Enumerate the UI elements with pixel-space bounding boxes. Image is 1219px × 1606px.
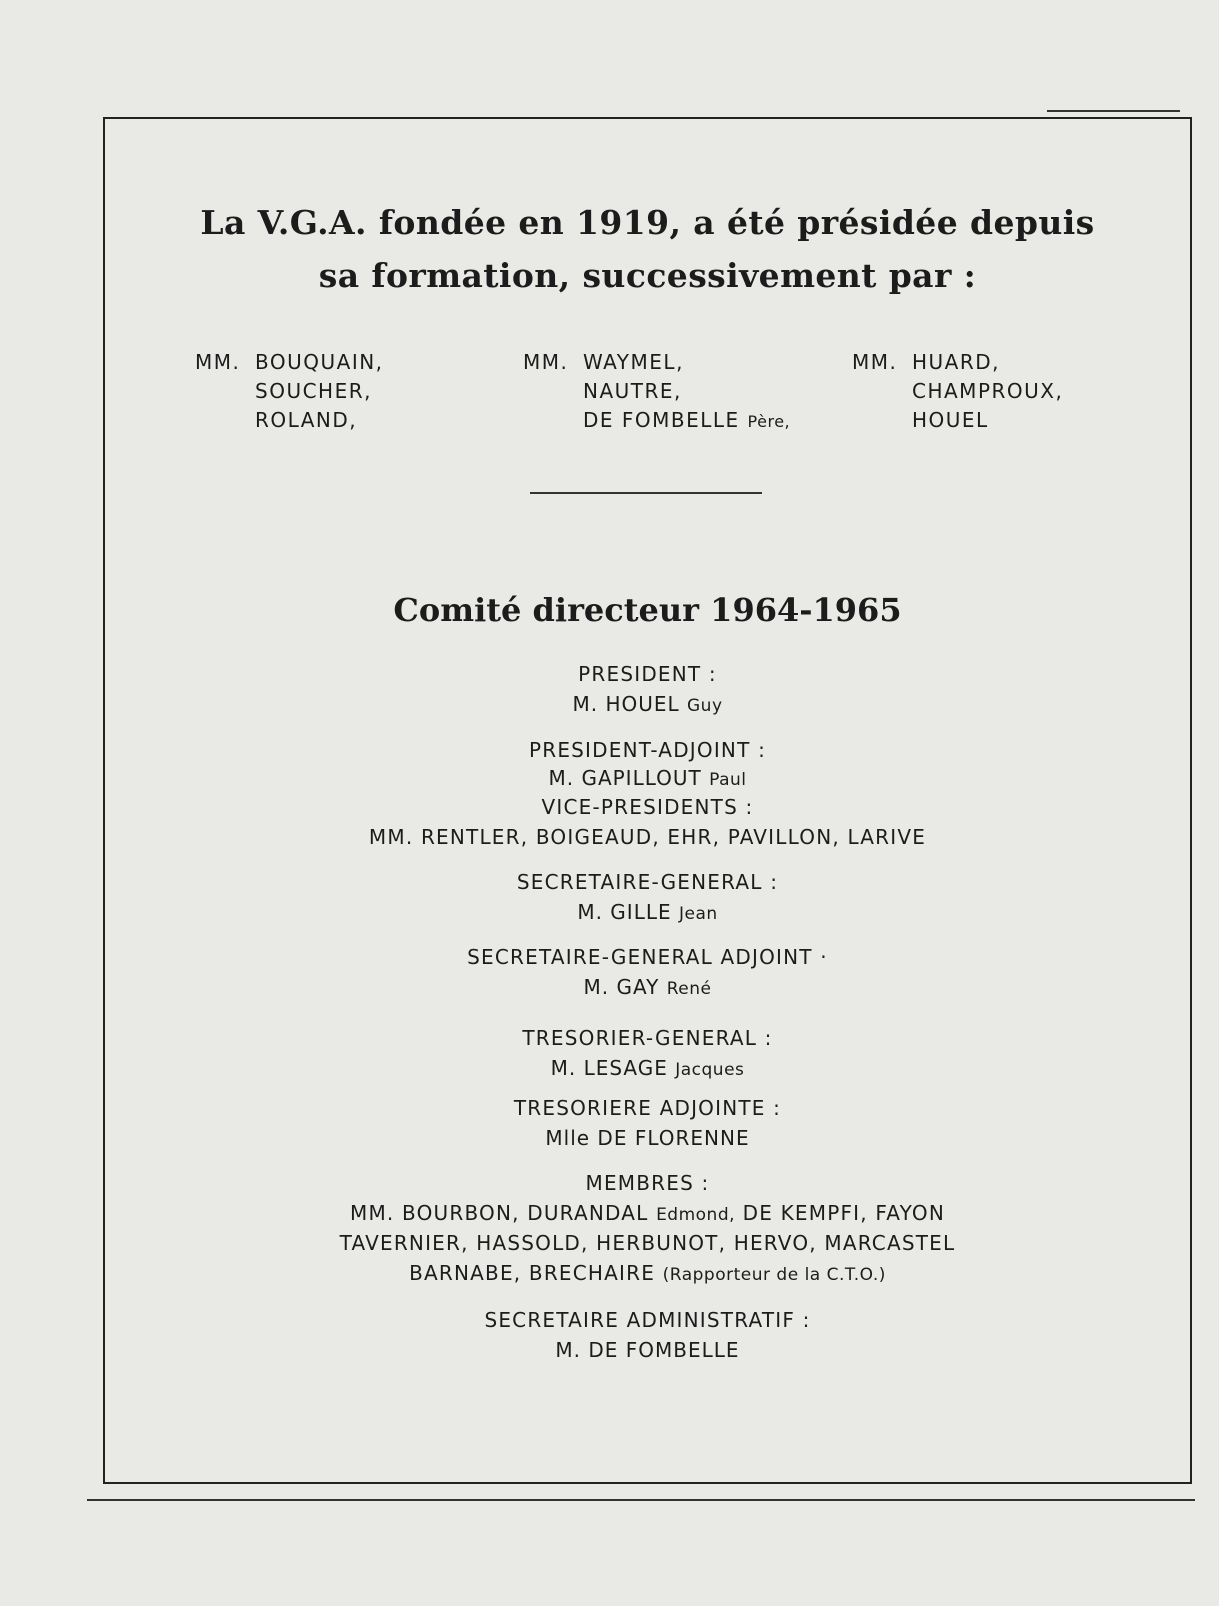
presidents-prefix: MM. [852,350,898,374]
page-heading [103,196,1192,302]
president-name: BOUQUAIN, [255,350,384,374]
presidents-names [912,348,1063,435]
presidents-names [255,348,384,435]
president-name: WAYMEL, [583,350,684,374]
president-name: HOUEL [912,408,989,432]
secretary-general-adjoint-first-name: René [666,979,712,999]
members-names: MM. BOURBON, DURANDAL [349,1201,649,1225]
president-adjoint-first-name: Paul [709,770,747,790]
border-overhang-top [1047,110,1180,112]
administrative-secretary-name: M. DE FOMBELLE [555,1338,740,1362]
secretary-general-adjoint-name: M. GAY [583,975,660,999]
president-name: M. HOUEL [572,692,680,716]
treasurer-adjoint-name: Mlle DE FLORENNE [545,1126,750,1150]
treasurer-adjoint-role: TRESORIERE ADJOINTE : [513,1096,782,1120]
vice-presidents-role: VICE-PRESIDENTS : [541,795,754,819]
secretary-general-first-name: Jean [678,904,718,924]
members-line-1 [103,1199,1192,1229]
president-name: DE FOMBELLE [583,408,740,432]
president-adjoint-name: M. GAPILLOUT [548,766,702,790]
member-first-name: Edmond, [656,1205,736,1225]
secretary-general-adjoint-role: SECRETAIRE-GENERAL ADJOINT · [467,945,828,969]
treasurer-general-first-name: Jacques [675,1060,745,1080]
president-name: NAUTRE, [583,379,682,403]
members-names: BARNABE, BRECHAIRE [409,1261,656,1285]
president-adjoint-role: PRESIDENT-ADJOINT : [528,738,767,762]
heading-line-2: sa formation, successivement par : [318,256,977,295]
administrative-secretary-role: SECRETAIRE ADMINISTRATIF : [484,1308,811,1332]
treasurer-general-name: M. LESAGE [550,1056,668,1080]
members-role: MEMBRES : [585,1171,710,1195]
committee-title: Comité directeur 1964-1965 [393,591,902,629]
president-first-name: Guy [687,696,723,716]
treasurer-general-entry [103,1054,1192,1084]
heading-line-1: La V.G.A. fondée en 1919, a été présidée depuis [200,203,1095,242]
section-divider [530,492,762,494]
vice-presidents-names: MM. RENTLER, BOIGEAUD, EHR, PAVILLON, LARIVE [368,825,927,849]
presidents-prefix: MM. [523,350,569,374]
president-role: PRESIDENT : [578,662,717,686]
members-line-2: TAVERNIER, HASSOLD, HERBUNOT, HERVO, MARCASTEL [339,1231,956,1255]
members-line-3 [103,1259,1192,1289]
president-name-suffix: Père, [747,412,791,431]
secretary-general-role: SECRETAIRE-GENERAL : [516,870,779,894]
president-name: CHAMPROUX, [912,379,1064,403]
president-adjoint-entry [103,764,1192,794]
president-name-row [583,406,790,436]
president-name: SOUCHER, [255,379,372,403]
secretary-general-adjoint-entry [103,973,1192,1003]
president-entry [103,690,1192,720]
presidents-prefix: MM. [195,350,241,374]
president-name: HUARD, [912,350,1001,374]
secretary-general-entry [103,898,1192,928]
members-names: DE KEMPFI, FAYON [742,1201,945,1225]
secretary-general-name: M. GILLE [577,900,672,924]
treasurer-general-role: TRESORIER-GENERAL : [522,1026,773,1050]
members-note: (Rapporteur de la C.T.O.) [662,1265,886,1285]
border-overhang-bottom [87,1499,1195,1501]
president-name: ROLAND, [255,408,358,432]
presidents-names [583,348,790,436]
